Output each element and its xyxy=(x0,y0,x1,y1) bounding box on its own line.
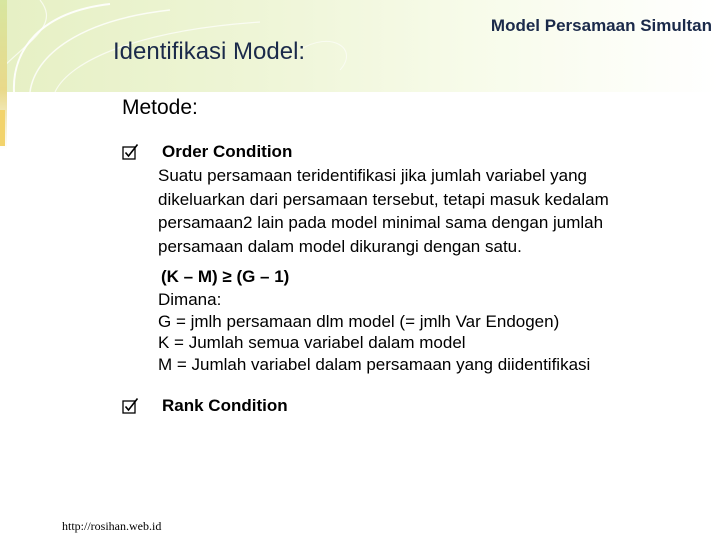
slide-title: Identifikasi Model: xyxy=(113,38,306,65)
formula-definitions xyxy=(158,289,590,375)
course-title: Model Persamaan Simultan xyxy=(490,16,712,35)
checkbox-checked-icon xyxy=(122,397,140,415)
definition-line: K = Jumlah semua variabel dalam model xyxy=(158,333,466,352)
definition-line: M = Jumlah variabel dalam persamaan yang diidentifikasi xyxy=(158,354,591,374)
paragraph-line: persamaan dalam model dikurangi dengan satu. xyxy=(158,236,522,256)
paragraph-line: dikeluarkan dari persamaan tersebut, tetapi masuk kedalam xyxy=(158,189,609,209)
header-band xyxy=(0,0,720,92)
decorative-swirl-graphic xyxy=(0,0,720,92)
order-condition-formula: (K – M) ≥ (G – 1) xyxy=(161,267,290,286)
left-accent-marker xyxy=(0,110,5,146)
order-condition-description xyxy=(158,164,703,258)
paragraph-line: persamaan2 lain pada model minimal sama dengan jumlah xyxy=(158,213,604,232)
paragraph-line: Suatu persamaan teridentifikasi jika jumlah variabel yang xyxy=(158,166,588,185)
section-label: Metode: xyxy=(122,96,198,119)
bullet-heading: Order Condition xyxy=(162,142,293,161)
checkbox-checked-icon xyxy=(122,143,140,161)
bullet-heading: Rank Condition xyxy=(162,396,288,415)
definition-line: G = jmlh persamaan dlm model (= jmlh Var Endogen) xyxy=(158,311,560,331)
definition-line: Dimana: xyxy=(158,290,222,309)
footer-url-link[interactable]: http://rosihan.web.id xyxy=(62,519,162,533)
